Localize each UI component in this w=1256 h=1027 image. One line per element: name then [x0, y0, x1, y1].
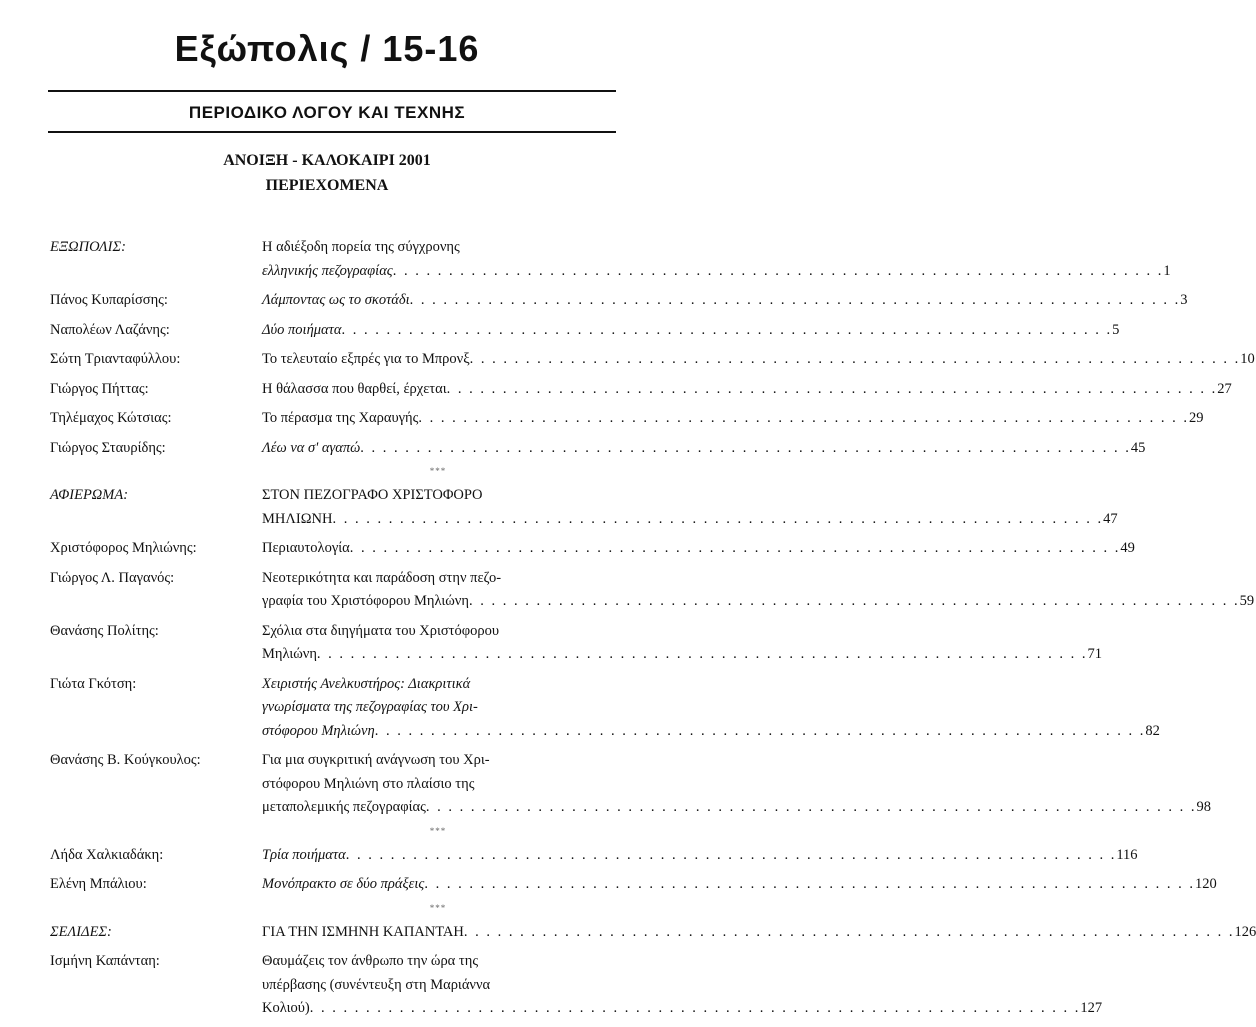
toc-title: Κολιού) — [262, 997, 310, 1021]
toc-entry — [50, 289, 614, 313]
toc-page-number: 1 — [1163, 260, 1170, 284]
toc-title: ελληνικής πεζογραφίας — [262, 260, 393, 284]
leader-dots — [447, 378, 1218, 402]
toc-author: Τηλέμαχος Κώτσιας: — [50, 407, 262, 431]
toc-entry — [50, 620, 614, 667]
toc-title: Περιαυτολογία — [262, 537, 350, 561]
toc-title: ΓΙΑ ΤΗΝ ΙΣΜΗΝΗ ΚΑΠΑΝΤΑΗ — [262, 921, 464, 945]
leader-dots — [310, 997, 1081, 1021]
toc-title: Νεοτερικότητα και παράδοση στην πεζο- — [262, 567, 1254, 591]
toc-entry — [50, 348, 614, 372]
leader-dots — [317, 643, 1088, 667]
toc-page-number: 47 — [1103, 508, 1118, 532]
leader-dots — [360, 437, 1131, 461]
toc-page-number: 82 — [1145, 720, 1160, 744]
leader-dots — [426, 796, 1197, 820]
toc-title: Λέω να σ' αγαπώ — [262, 437, 360, 461]
divider-bottom — [48, 131, 616, 133]
section-separator: *** — [50, 466, 614, 480]
toc-author: Γιώργος Σταυρίδης: — [50, 437, 262, 461]
toc-page-number: 49 — [1120, 537, 1135, 561]
toc-page-number: 59 — [1240, 590, 1255, 614]
toc-title: Μηλιώνη — [262, 643, 317, 667]
toc-author: Ισμήνη Καπάνταη: — [50, 950, 262, 974]
toc-title: γνωρίσματα της πεζογραφίας του Χρι- — [262, 696, 1160, 720]
leader-dots — [470, 348, 1241, 372]
toc-entry — [50, 319, 614, 343]
toc-entry — [50, 950, 614, 1021]
toc-page-number: 10 — [1240, 348, 1255, 372]
leader-dots — [332, 508, 1103, 532]
toc-title: ΜΗΛΙΩΝΗ — [262, 508, 332, 532]
leader-dots — [350, 537, 1121, 561]
toc-title: ΣΤΟΝ ΠΕΖΟΓΡΑΦΟ ΧΡΙΣΤΟΦΟΡΟ — [262, 484, 1118, 508]
leader-dots — [341, 319, 1112, 343]
toc-title: Τρία ποιήματα — [262, 844, 346, 868]
toc-author: Γιώργος Λ. Παγανός: — [50, 567, 262, 591]
toc-entry — [50, 749, 614, 820]
toc-entry — [50, 378, 614, 402]
toc-section-selides — [50, 921, 614, 945]
toc-author: Θανάσης Β. Κούγκουλος: — [50, 749, 262, 773]
toc-title: μεταπολεμικής πεζογραφίας — [262, 796, 426, 820]
toc-author: Πάνος Κυπαρίσσης: — [50, 289, 262, 313]
toc-author: Χριστόφορος Μηλιώνης: — [50, 537, 262, 561]
toc-title-italic: Χειριστής Ανελκυστήρος: — [262, 676, 405, 692]
toc-entry — [50, 873, 614, 897]
leader-dots — [469, 590, 1240, 614]
toc-entry — [50, 673, 614, 744]
table-of-contents — [50, 236, 614, 1027]
toc-title: Σχόλια στα διηγήματα του Χριστόφορου — [262, 620, 1102, 644]
toc-page-number: 71 — [1088, 643, 1103, 667]
leader-dots — [424, 873, 1195, 897]
toc-title: υπέρβασης (συνέντευξη στη Μαριάννα — [262, 974, 1102, 998]
contents-heading: ΠΕΡΙΕΧΟΜΕΝΑ — [0, 177, 654, 195]
divider-top — [48, 90, 616, 92]
toc-section-label: ΕΞΩΠΟΛΙΣ: — [50, 236, 262, 260]
leader-dots — [393, 260, 1164, 284]
toc-section-afieroma — [50, 484, 614, 531]
toc-entry — [50, 537, 614, 561]
toc-entry — [50, 844, 614, 868]
toc-title: Το πέρασμα της Χαραυγής — [262, 407, 418, 431]
section-separator: *** — [50, 903, 614, 917]
toc-entry — [50, 407, 614, 431]
toc-page-number: 126 — [1235, 921, 1256, 945]
toc-author: Ελένη Μπάλιου: — [50, 873, 262, 897]
toc-page-number: 3 — [1180, 289, 1187, 313]
toc-title: Δύο ποιήματα — [262, 319, 341, 343]
section-separator: *** — [50, 826, 614, 840]
toc-page-number: 27 — [1217, 378, 1232, 402]
toc-author: Λήδα Χαλκιαδάκη: — [50, 844, 262, 868]
toc-title: Λάμποντας ως το σκοτάδι — [262, 289, 410, 313]
toc-page-number: 116 — [1116, 844, 1137, 868]
toc-section-exopolis — [50, 236, 614, 283]
toc-title: στόφορου Μηλιώνη — [262, 720, 375, 744]
toc-author: Ναπολέων Λαζάνης: — [50, 319, 262, 343]
toc-page-number: 45 — [1131, 437, 1146, 461]
toc-author: Γιώργος Πήττας: — [50, 378, 262, 402]
toc-page-number: 29 — [1189, 407, 1204, 431]
leader-dots — [410, 289, 1181, 313]
leader-dots — [346, 844, 1117, 868]
issue-date: ΑΝΟΙΞΗ - ΚΑΛΟΚΑΙΡΙ 2001 — [0, 152, 654, 170]
leader-dots — [464, 921, 1235, 945]
leader-dots — [418, 407, 1189, 431]
leader-dots — [375, 720, 1146, 744]
toc-title: Διακριτικά — [405, 676, 470, 692]
toc-title: Η αδιέξοδη πορεία της σύγχρονης — [262, 236, 1171, 260]
toc-page-number: 127 — [1080, 997, 1102, 1021]
toc-title: Θαυμάζεις τον άνθρωπο την ώρα της — [262, 950, 1102, 974]
toc-title: Το τελευταίο εξπρές για το Μπρονξ — [262, 348, 470, 372]
toc-author: Γιώτα Γκότση: — [50, 673, 262, 697]
toc-author: Θανάσης Πολίτης: — [50, 620, 262, 644]
journal-subtitle: ΠΕΡΙΟΔΙΚΟ ΛΟΓΟΥ ΚΑΙ ΤΕΧΝΗΣ — [0, 103, 654, 123]
toc-title: γραφία του Χριστόφορου Μηλιώνη — [262, 590, 469, 614]
toc-entry — [50, 437, 614, 461]
toc-entry — [50, 567, 614, 614]
toc-title: Η θάλασσα που θαρθεί, έρχεται — [262, 378, 447, 402]
toc-page-number: 98 — [1197, 796, 1212, 820]
toc-page-number: 5 — [1112, 319, 1119, 343]
toc-author: Σώτη Τριανταφύλλου: — [50, 348, 262, 372]
toc-title: στόφορου Μηλιώνη στο πλαίσιο της — [262, 773, 1211, 797]
toc-page-number: 120 — [1195, 873, 1217, 897]
toc-title: Για μια συγκριτική ανάγνωση του Χρι- — [262, 749, 1211, 773]
toc-section-label: ΣΕΛΙΔΕΣ: — [50, 921, 262, 945]
masthead-title: Εξώπολις / 15-16 — [0, 28, 654, 70]
toc-title: Μονόπρακτο σε δύο πράξεις — [262, 873, 424, 897]
toc-section-label: ΑΦΙΕΡΩΜΑ: — [50, 484, 262, 508]
